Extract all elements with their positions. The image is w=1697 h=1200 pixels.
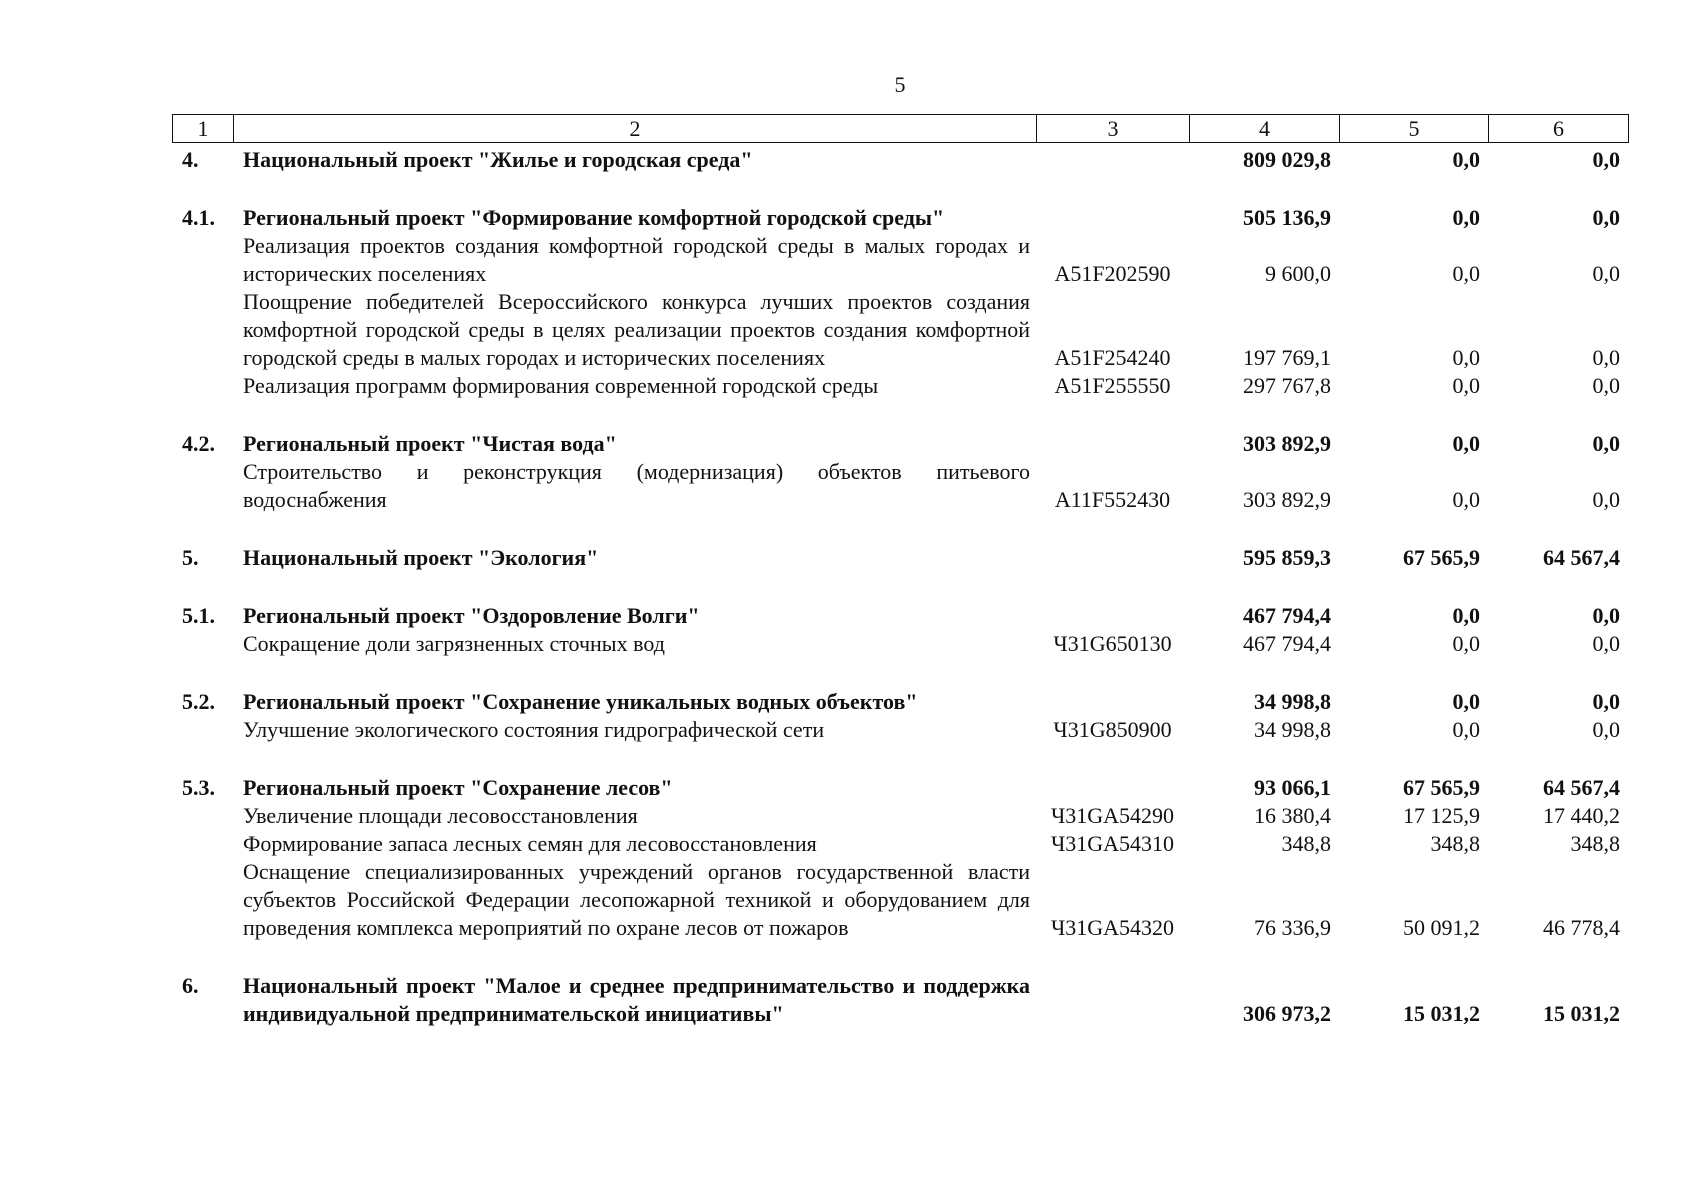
row-value-6: 0,0	[1592, 717, 1620, 742]
row-name: Национальный проект "Малое и среднее предпринимательство и поддержка индивидуальной предпринимательской инициативы"	[243, 973, 1030, 1026]
row-value-4: 595 859,3	[1243, 545, 1331, 570]
row-code: Ч31G850900	[1053, 717, 1172, 742]
row-code: А51F202590	[1054, 261, 1171, 286]
row-value-5: 0,0	[1452, 345, 1480, 370]
row-value-6: 0,0	[1592, 261, 1620, 286]
row-name: Региональный проект "Формирование комфортной городской среды"	[243, 205, 945, 230]
row-value-6: 0,0	[1592, 205, 1620, 230]
table-row	[172, 972, 1628, 1028]
table-row	[172, 688, 1628, 716]
row-value-4: 76 336,9	[1254, 915, 1331, 940]
column-header: 1	[173, 115, 234, 143]
row-value-5: 0,0	[1452, 147, 1480, 172]
row-code: А11F552430	[1054, 487, 1171, 512]
row-code: Ч31G650130	[1053, 631, 1172, 656]
row-code: А51F255550	[1054, 373, 1171, 398]
row-value-4: 9 600,0	[1265, 261, 1331, 286]
row-code: Ч31GA54310	[1050, 831, 1175, 856]
row-name: Поощрение победителей Всероссийского конкурса лучших проектов создания комфортной городской среды в целях реализации проектов создания комфортной городской среды в малых городах и исторических поселениях	[243, 289, 1030, 370]
row-value-5: 0,0	[1452, 373, 1480, 398]
row-name: Увеличение площади лесовосстановления	[243, 803, 638, 828]
row-name: Национальный проект "Жилье и городская среда"	[243, 147, 753, 172]
table-row	[172, 830, 1628, 858]
row-value-6: 0,0	[1592, 345, 1620, 370]
table-row	[172, 858, 1628, 942]
row-name: Региональный проект "Сохранение уникальных водных объектов"	[243, 689, 918, 714]
table-row	[172, 458, 1628, 514]
row-number: 4.	[182, 147, 199, 172]
row-value-4: 197 769,1	[1243, 345, 1331, 370]
row-number: 5.	[182, 545, 199, 570]
row-value-6: 17 440,2	[1543, 803, 1620, 828]
row-name: Региональный проект "Сохранение лесов"	[243, 775, 673, 800]
table-row	[172, 774, 1628, 802]
row-value-4: 34 998,8	[1254, 689, 1331, 714]
row-number: 4.2.	[182, 431, 215, 456]
row-value-5: 50 091,2	[1403, 915, 1480, 940]
row-value-6: 15 031,2	[1543, 1001, 1620, 1026]
row-number: 6.	[182, 973, 199, 998]
row-value-5: 0,0	[1452, 261, 1480, 286]
row-name: Национальный проект "Экология"	[243, 545, 599, 570]
row-value-4: 297 767,8	[1243, 373, 1331, 398]
row-name: Сокращение доли загрязненных сточных вод	[243, 631, 665, 656]
row-name: Реализация программ формирования современной городской среды	[243, 373, 879, 398]
row-value-6: 0,0	[1592, 603, 1620, 628]
row-value-6: 0,0	[1592, 487, 1620, 512]
row-value-4: 16 380,4	[1254, 803, 1331, 828]
table-row	[172, 146, 1628, 174]
row-value-6: 0,0	[1592, 147, 1620, 172]
row-value-4: 34 998,8	[1254, 717, 1331, 742]
column-header: 5	[1340, 115, 1489, 143]
column-header: 3	[1037, 115, 1190, 143]
table-row	[172, 602, 1628, 630]
row-value-5: 348,8	[1430, 831, 1480, 856]
row-number: 5.2.	[182, 689, 215, 714]
column-header-table	[172, 114, 1629, 143]
table-row	[172, 544, 1628, 572]
row-code: Ч31GA54290	[1050, 803, 1175, 828]
row-value-5: 67 565,9	[1403, 545, 1480, 570]
row-value-4: 467 794,4	[1243, 631, 1331, 656]
row-value-4: 303 892,9	[1243, 431, 1331, 456]
row-value-6: 64 567,4	[1543, 545, 1620, 570]
budget-rows	[172, 146, 1628, 1028]
row-value-5: 0,0	[1452, 205, 1480, 230]
row-name: Улучшение экологического состояния гидрографической сети	[243, 717, 825, 742]
row-value-5: 67 565,9	[1403, 775, 1480, 800]
table-row	[172, 372, 1628, 400]
column-header: 2	[234, 115, 1037, 143]
row-name: Реализация проектов создания комфортной городской среды в малых городах и исторических поселениях	[243, 233, 1030, 286]
row-name: Региональный проект "Чистая вода"	[243, 431, 617, 456]
row-value-5: 0,0	[1452, 631, 1480, 656]
row-value-4: 303 892,9	[1243, 487, 1331, 512]
row-value-6: 348,8	[1570, 831, 1620, 856]
row-value-5: 0,0	[1452, 717, 1480, 742]
column-header: 4	[1190, 115, 1340, 143]
column-header: 6	[1489, 115, 1629, 143]
table-row	[172, 802, 1628, 830]
row-value-5: 0,0	[1452, 603, 1480, 628]
row-code: А51F254240	[1054, 345, 1171, 370]
row-value-4: 348,8	[1281, 831, 1331, 856]
row-name: Оснащение специализированных учреждений органов государственной власти субъектов Российской Федерации лесопожарной техникой и оборудованием для проведения комплекса мероприятий по охране лесов от пожаров	[243, 859, 1030, 940]
row-code: Ч31GA54320	[1050, 915, 1175, 940]
row-name: Формирование запаса лесных семян для лесовосстановления	[243, 831, 817, 856]
table-row	[172, 630, 1628, 658]
row-name: Строительство и реконструкция (модернизация) объектов питьевого водоснабжения	[243, 459, 1030, 512]
row-value-4: 306 973,2	[1243, 1001, 1331, 1026]
row-value-4: 93 066,1	[1254, 775, 1331, 800]
table-row	[172, 716, 1628, 744]
row-name: Региональный проект "Оздоровление Волги"	[243, 603, 700, 628]
table-row	[172, 288, 1628, 372]
row-value-6: 0,0	[1592, 373, 1620, 398]
row-value-4: 809 029,8	[1243, 147, 1331, 172]
row-number: 5.1.	[182, 603, 215, 628]
row-value-5: 0,0	[1452, 487, 1480, 512]
row-value-4: 467 794,4	[1243, 603, 1331, 628]
row-value-6: 64 567,4	[1543, 775, 1620, 800]
column-header-row	[173, 115, 1629, 143]
row-number: 5.3.	[182, 775, 215, 800]
table-row	[172, 204, 1628, 232]
row-value-4: 505 136,9	[1243, 205, 1331, 230]
row-value-6: 0,0	[1592, 631, 1620, 656]
row-value-6: 46 778,4	[1543, 915, 1620, 940]
row-value-5: 15 031,2	[1403, 1001, 1480, 1026]
row-value-5: 0,0	[1452, 689, 1480, 714]
table-row	[172, 430, 1628, 458]
row-value-5: 17 125,9	[1403, 803, 1480, 828]
row-value-6: 0,0	[1592, 431, 1620, 456]
table-row	[172, 232, 1628, 288]
row-value-6: 0,0	[1592, 689, 1620, 714]
row-value-5: 0,0	[1452, 431, 1480, 456]
page-number: 5	[894, 72, 906, 97]
row-number: 4.1.	[182, 205, 215, 230]
